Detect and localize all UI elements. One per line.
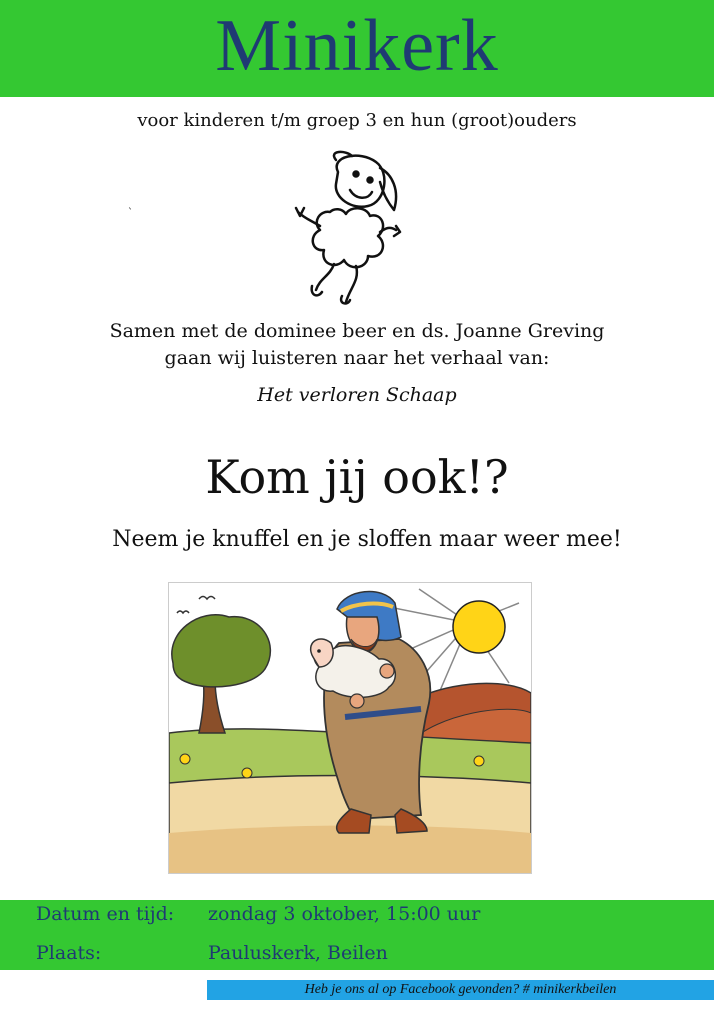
- intro-line-2: gaan wij luisteren naar het verhaal van:: [164, 347, 550, 369]
- intro-text: [0, 318, 714, 372]
- place-label: Plaats:: [36, 942, 102, 964]
- facebook-note[interactable]: Heb je ons al op Facebook gevonden? # minikerkbeilen: [304, 982, 617, 997]
- stray-mark: `: [128, 208, 133, 219]
- date-value: zondag 3 oktober, 15:00 uur: [208, 903, 481, 925]
- story-title: Het verloren Schaap: [257, 384, 457, 406]
- subtitle: voor kinderen t/m groep 3 en hun (groot)ouders: [137, 110, 577, 131]
- date-label: Datum en tijd:: [36, 903, 175, 925]
- page-title: Minikerk: [215, 5, 499, 87]
- place-value: Pauluskerk, Beilen: [208, 942, 388, 964]
- subline: Neem je knuffel en je sloffen maar weer mee!: [112, 527, 622, 552]
- headline: Kom jij ook!?: [205, 450, 509, 504]
- sheep-icon: [290, 146, 420, 306]
- intro-line-1: Samen met de dominee beer en ds. Joanne Greving: [109, 320, 605, 342]
- shepherd-with-lamb-illustration: [168, 582, 532, 874]
